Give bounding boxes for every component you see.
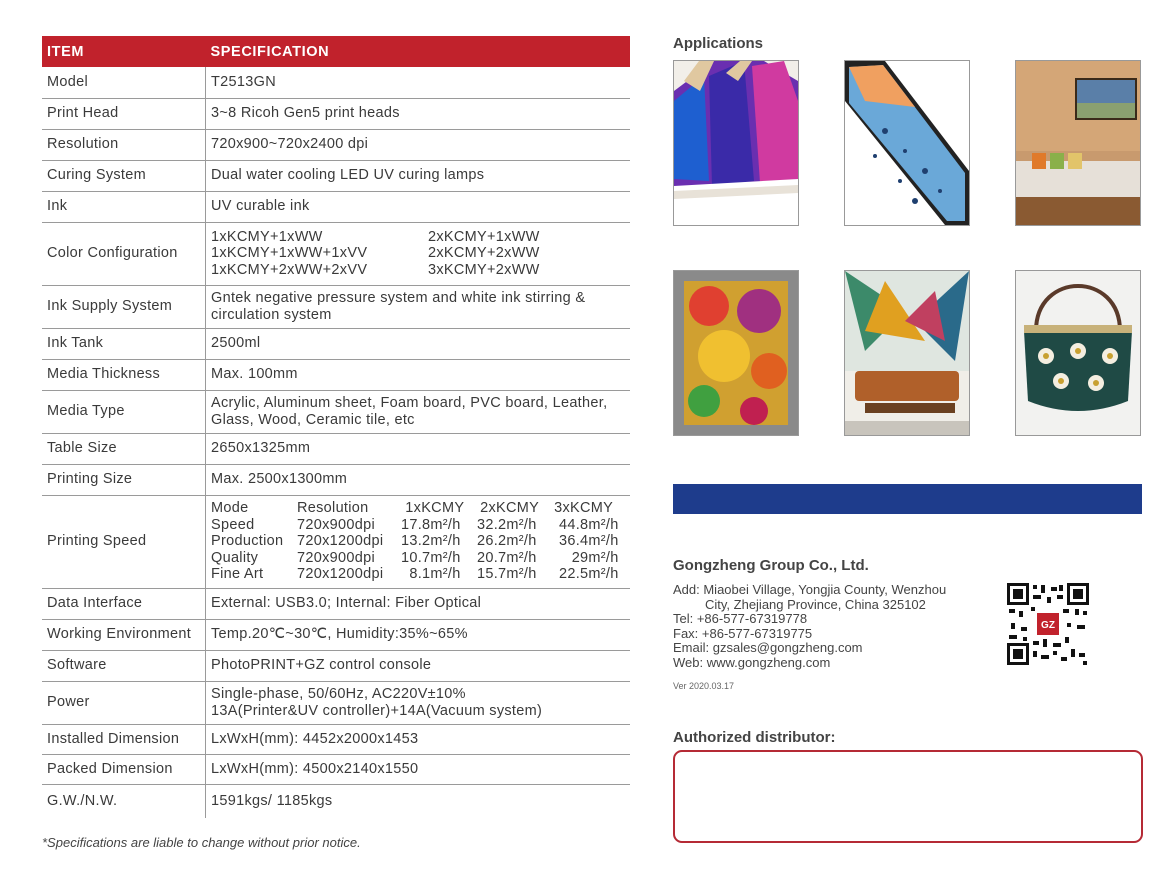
speed-cell: 720x900dpi [297, 516, 375, 533]
table-row [42, 328, 630, 359]
speed-cell: 10.7m²/h [401, 549, 461, 566]
row-value: PhotoPRINT+GZ control console [206, 650, 631, 681]
speed-cell: 22.5m²/h [559, 566, 619, 583]
row-key: Print Head [42, 98, 206, 129]
power-line-1: Single-phase, 50/60Hz, AC220V±10% [211, 686, 466, 702]
table-row [42, 129, 630, 160]
table-row [42, 784, 630, 818]
table-row [42, 681, 630, 724]
spec-disclaimer: *Specifications are liable to change without prior notice. [42, 835, 361, 850]
item-header: ITEM [42, 36, 206, 67]
tropical-interior-image [844, 270, 970, 436]
row-value: 3~8 Ricoh Gen5 print heads [206, 98, 631, 129]
speed-header: 3xKCMY [554, 500, 614, 517]
row-key: Media Thickness [42, 359, 206, 390]
contact-block [673, 583, 946, 670]
row-key: Curing System [42, 160, 206, 191]
speed-cell: 26.2m²/h [477, 533, 537, 550]
telephone: Tel: +86-577-67319778 [673, 611, 808, 626]
table-row [42, 390, 630, 433]
speed-cell: Quality [211, 549, 259, 566]
floral-handbag-image [1015, 270, 1141, 436]
row-key: Model [42, 67, 206, 98]
color-config-item: 2xKCMY+2xWW [428, 245, 540, 262]
tablet-water-drops-image [844, 60, 970, 226]
speed-cell: 29m²/h [571, 549, 619, 566]
speed-cell: 44.8m²/h [559, 516, 619, 533]
speed-header-row [211, 500, 623, 517]
row-value: Temp.20℃~30℃, Humidity:35%~65% [206, 619, 631, 650]
row-key: Resolution [42, 129, 206, 160]
speed-header: 2xKCMY [480, 500, 540, 517]
row-value: External: USB3.0; Internal: Fiber Optical [206, 588, 631, 619]
color-config-grid [211, 229, 630, 279]
address-line-2: City, Zhejiang Province, China 325102 [705, 596, 926, 612]
table-row [42, 67, 630, 98]
row-key: Table Size [42, 433, 206, 464]
speed-cell: 720x1200dpi [297, 566, 384, 583]
row-value: T2513GN [206, 67, 631, 98]
speed-header: 1xKCMY [405, 500, 465, 517]
speed-row [211, 550, 623, 567]
color-config-item: 2xKCMY+1xWW [428, 228, 540, 245]
speed-header: Mode [211, 500, 249, 517]
row-value: LxWxH(mm): 4452x2000x1453 [206, 724, 631, 754]
row-value: Max. 2500x1300mm [206, 464, 631, 495]
row-value: 2500ml [206, 328, 631, 359]
speed-cell: 20.7m²/h [477, 549, 537, 566]
table-row [42, 724, 630, 754]
speed-cell: 720x1200dpi [297, 533, 384, 550]
speed-cell: 32.2m²/h [477, 516, 537, 533]
company-name: Gongzheng Group Co., Ltd. [673, 557, 869, 574]
speed-row [211, 517, 623, 534]
row-key: Software [42, 650, 206, 681]
table-row [42, 464, 630, 495]
qr-logo-text: GZ [1041, 620, 1055, 631]
row-value: Gntek negative pressure system and white ink stirring & circulation system [206, 285, 631, 328]
table-row [42, 285, 630, 328]
row-value: Max. 100mm [206, 359, 631, 390]
table-row [42, 433, 630, 464]
row-key: Installed Dimension [42, 724, 206, 754]
living-room-wall-image [1015, 60, 1141, 226]
row-key: Working Environment [42, 619, 206, 650]
row-key: Printing Size [42, 464, 206, 495]
table-row [42, 98, 630, 129]
distributor-label: Authorized distributor: [673, 729, 836, 746]
speed-cell: Production [211, 533, 284, 550]
speed-cell: 13.2m²/h [401, 533, 461, 550]
color-config-item: 1xKCMY+2xWW+2xVV [211, 261, 368, 278]
printing-speed-table [211, 500, 623, 583]
power-line-2: 13A(Printer&UV controller)+14A(Vacuum system) [211, 702, 543, 719]
colored-pencils-image [673, 60, 799, 226]
table-row [42, 495, 630, 588]
table-row [42, 359, 630, 390]
table-row [42, 160, 630, 191]
speed-cell: 8.1m²/h [409, 566, 461, 583]
table-row [42, 588, 630, 619]
table-row [42, 650, 630, 681]
distributor-box [673, 750, 1143, 843]
speed-row [211, 533, 623, 550]
table-row [42, 619, 630, 650]
color-config-item: 3xKCMY+2xWW [428, 261, 540, 278]
row-key: G.W./N.W. [42, 784, 206, 818]
row-key: Packed Dimension [42, 754, 206, 784]
row-value: 2650x1325mm [206, 433, 631, 464]
website-link[interactable]: Web: www.gongzheng.com [673, 654, 831, 670]
row-value: LxWxH(mm): 4500x2140x1550 [206, 754, 631, 784]
speed-cell: Fine Art [211, 566, 264, 583]
row-value: 720x900~720x2400 dpi [206, 129, 631, 160]
speed-cell: Speed [211, 516, 255, 533]
speed-cell: 17.8m²/h [401, 516, 461, 533]
row-key: Printing Speed [42, 495, 206, 588]
table-row [42, 222, 630, 285]
row-key: Ink Tank [42, 328, 206, 359]
table-row [42, 191, 630, 222]
row-key: Power [42, 681, 206, 724]
speed-cell: 720x900dpi [297, 549, 375, 566]
speed-cell: 36.4m²/h [559, 533, 619, 550]
glass-art-image [673, 270, 799, 436]
email-link[interactable]: Email: gzsales@gongzheng.com [673, 640, 863, 655]
fax: Fax: +86-577-67319775 [673, 625, 813, 641]
speed-header: Resolution [297, 500, 369, 517]
row-value: UV curable ink [206, 191, 631, 222]
spec-header-row [42, 36, 630, 67]
row-value: Acrylic, Aluminum sheet, Foam board, PVC board, Leather, Glass, Wood, Ceramic tile, etc [206, 390, 631, 433]
address-line-1: Add: Miaobei Village, Yongjia County, Wenzhou [673, 582, 947, 597]
version-label: Ver 2020.03.17 [673, 681, 735, 691]
row-key: Ink [42, 191, 206, 222]
qr-code [1007, 583, 1089, 665]
row-key: Color Configuration [42, 222, 206, 285]
row-key: Ink Supply System [42, 285, 206, 328]
brand-color-bar [673, 484, 1142, 514]
power-cell [206, 681, 631, 724]
table-row [42, 754, 630, 784]
color-config-item: 1xKCMY+1xWW [211, 228, 323, 245]
row-key: Data Interface [42, 588, 206, 619]
color-config-item: 1xKCMY+1xWW+1xVV [211, 245, 368, 262]
printing-speed-cell [206, 495, 631, 588]
row-value: 1591kgs/ 1185kgs [211, 793, 333, 809]
applications-title: Applications [673, 35, 764, 52]
speed-cell: 15.7m²/h [477, 566, 537, 583]
speed-row [211, 566, 623, 583]
spec-table [42, 36, 630, 818]
color-config-cell [206, 222, 631, 285]
specification-header: SPECIFICATION [206, 36, 631, 67]
row-value: Dual water cooling LED UV curing lamps [206, 160, 631, 191]
row-key: Media Type [42, 390, 206, 433]
